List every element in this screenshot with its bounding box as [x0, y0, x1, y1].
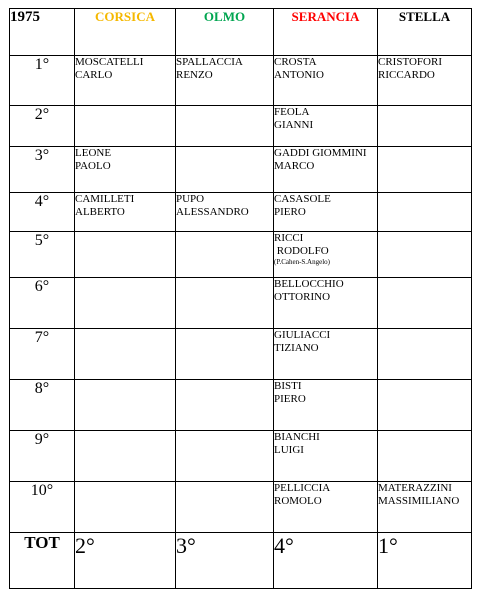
- cell-stella: [378, 329, 472, 380]
- rank-cell: 4°: [10, 193, 75, 232]
- rank-cell: 6°: [10, 278, 75, 329]
- surname-text: MOSCATELLI: [75, 56, 144, 68]
- surname-text: BELLOCCHIO: [274, 278, 344, 290]
- note-text: (P.Cahen-S.Angelo): [274, 258, 330, 266]
- cell-stella: [378, 232, 472, 278]
- cell-stella: [378, 56, 472, 106]
- firstname-text: TIZIANO: [274, 341, 319, 354]
- firstname-text: PAOLO: [75, 159, 111, 172]
- cell-stella: [378, 193, 472, 232]
- surname-text: GADDI GIOMMINI: [274, 147, 367, 159]
- table-row: [10, 380, 472, 431]
- rank-cell: 7°: [10, 329, 75, 380]
- surname-text: GIULIACCI: [274, 329, 331, 341]
- cell-stella: [378, 147, 472, 193]
- cell-serancia: [274, 56, 378, 106]
- cell-stella: [378, 482, 472, 533]
- cell-serancia: [274, 380, 378, 431]
- surname-text: MATERAZZINI: [378, 482, 452, 494]
- surname-text: CAMILLETI: [75, 193, 135, 205]
- total-stella: 1°: [378, 533, 472, 589]
- team-header-olmo: OLMO: [176, 9, 274, 56]
- cell-serancia: [274, 431, 378, 482]
- cell-corsica: [75, 193, 176, 232]
- rank-cell: 9°: [10, 431, 75, 482]
- firstname-text: LUIGI: [274, 443, 304, 456]
- cell-corsica: [75, 482, 176, 533]
- surname-text: FEOLA: [274, 106, 310, 118]
- rank-cell: 1°: [10, 56, 75, 106]
- cell-serancia: [274, 329, 378, 380]
- cell-corsica: [75, 329, 176, 380]
- rank-cell: 3°: [10, 147, 75, 193]
- cell-corsica: [75, 431, 176, 482]
- surname-text: RICCI: [274, 232, 304, 244]
- table-row: [10, 329, 472, 380]
- cell-olmo: [176, 232, 274, 278]
- firstname-text: CARLO: [75, 68, 113, 81]
- firstname-text: ANTONIO: [274, 68, 324, 81]
- total-row: [10, 533, 472, 589]
- total-olmo: 3°: [176, 533, 274, 589]
- firstname-text: OTTORINO: [274, 290, 331, 303]
- total-corsica: 2°: [75, 533, 176, 589]
- table-row: [10, 278, 472, 329]
- firstname-text: PIERO: [274, 392, 306, 405]
- cell-corsica: [75, 147, 176, 193]
- firstname-text: MARCO: [274, 159, 315, 172]
- surname-text: LEONE: [75, 147, 112, 159]
- team-header-serancia: SERANCIA: [274, 9, 378, 56]
- total-serancia: 4°: [274, 533, 378, 589]
- rank-cell: 5°: [10, 232, 75, 278]
- year-header: 1975: [10, 9, 75, 56]
- surname-text: BIANCHI: [274, 431, 320, 443]
- cell-stella: [378, 278, 472, 329]
- surname-text: SPALLACCIA: [176, 56, 243, 68]
- cell-stella: [378, 431, 472, 482]
- table-row: [10, 147, 472, 193]
- header-row: [10, 9, 472, 56]
- firstname-text: ALESSANDRO: [176, 205, 249, 218]
- total-label: TOT: [10, 533, 75, 589]
- surname-text: BISTI: [274, 380, 302, 392]
- cell-serancia: [274, 147, 378, 193]
- cell-corsica: [75, 380, 176, 431]
- team-header-corsica: CORSICA: [75, 9, 176, 56]
- cell-serancia: [274, 482, 378, 533]
- cell-corsica: [75, 278, 176, 329]
- table-row: [10, 232, 472, 278]
- cell-serancia: [274, 232, 378, 278]
- rank-cell: 10°: [10, 482, 75, 533]
- firstname-text: PIERO: [274, 205, 306, 218]
- cell-olmo: [176, 329, 274, 380]
- rank-cell: 2°: [10, 106, 75, 147]
- cell-olmo: [176, 56, 274, 106]
- cell-stella: [378, 106, 472, 147]
- table-row: [10, 482, 472, 533]
- surname-text: CASASOLE: [274, 193, 331, 205]
- cell-olmo: [176, 380, 274, 431]
- table-row: [10, 106, 472, 147]
- firstname-text: RODOLFO: [274, 244, 329, 257]
- firstname-text: ROMOLO: [274, 494, 322, 507]
- firstname-text: GIANNI: [274, 118, 314, 131]
- surname-text: CRISTOFORI: [378, 56, 442, 68]
- rank-cell: 8°: [10, 380, 75, 431]
- cell-corsica: [75, 56, 176, 106]
- surname-text: CROSTA: [274, 56, 317, 68]
- firstname-text: RENZO: [176, 68, 213, 81]
- cell-olmo: [176, 278, 274, 329]
- table-row: [10, 193, 472, 232]
- cell-olmo: [176, 106, 274, 147]
- cell-corsica: [75, 106, 176, 147]
- cell-stella: [378, 380, 472, 431]
- surname-text: PELLICCIA: [274, 482, 331, 494]
- cell-olmo: [176, 147, 274, 193]
- firstname-text: ALBERTO: [75, 205, 125, 218]
- cell-serancia: [274, 106, 378, 147]
- cell-serancia: [274, 278, 378, 329]
- cell-olmo: [176, 482, 274, 533]
- cell-corsica: [75, 232, 176, 278]
- firstname-text: MASSIMILIANO: [378, 494, 460, 507]
- cell-olmo: [176, 193, 274, 232]
- cell-serancia: [274, 193, 378, 232]
- team-header-stella: STELLA: [378, 9, 472, 56]
- table-row: [10, 56, 472, 106]
- table-row: [10, 431, 472, 482]
- cell-olmo: [176, 431, 274, 482]
- results-table: [9, 8, 472, 589]
- surname-text: PUPO: [176, 193, 205, 205]
- firstname-text: RICCARDO: [378, 68, 435, 81]
